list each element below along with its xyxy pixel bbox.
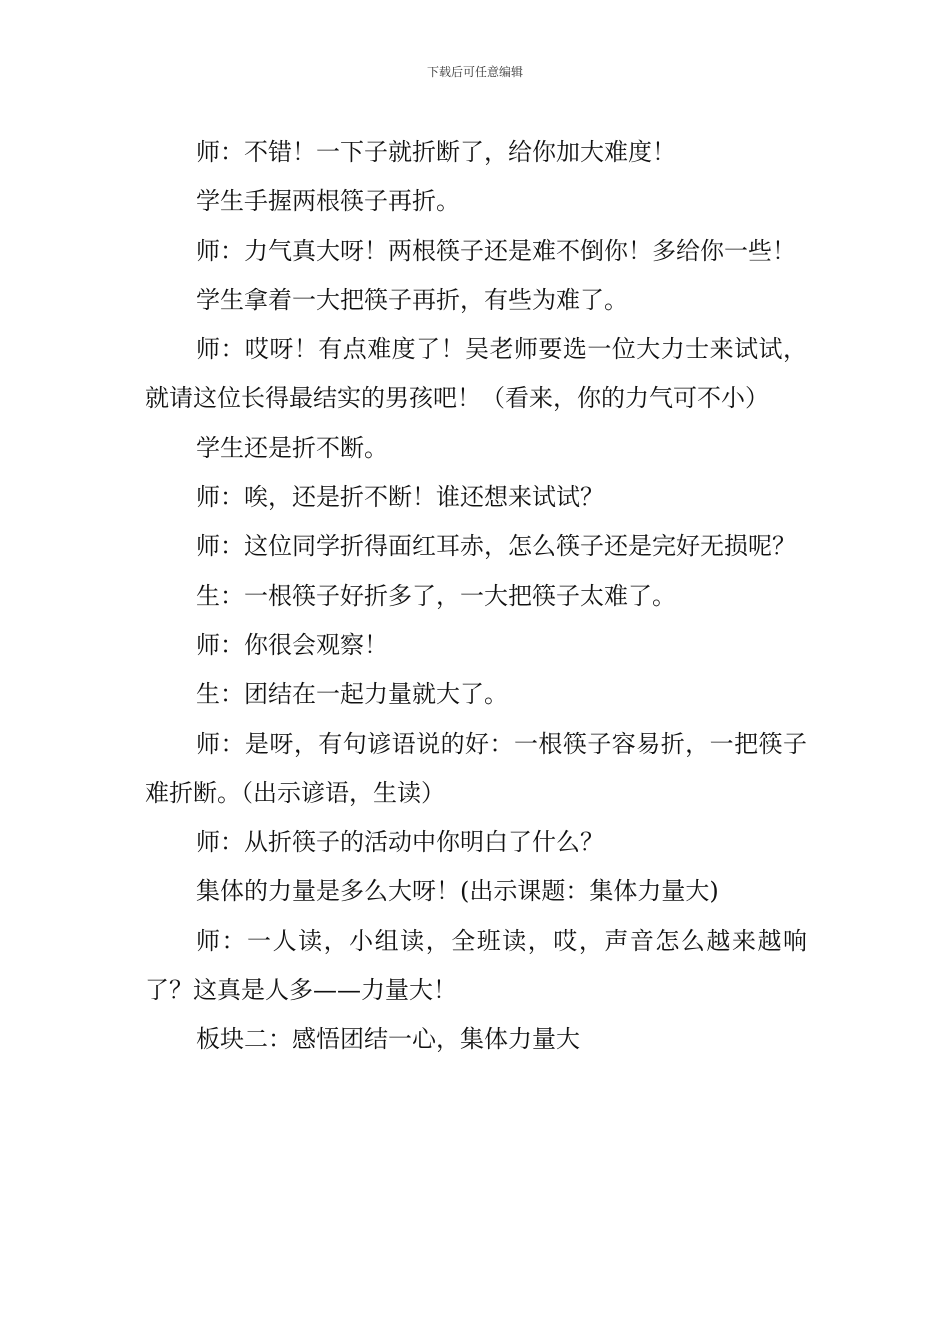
paragraph: 学生还是折不断。	[196, 433, 388, 462]
paragraph: 师：唉，还是折不断！谁还想来试试？	[196, 483, 604, 512]
paragraph: 师：一人读，小组读，全班读，哎，声音怎么越来越响了？这真是人多——力量大！	[145, 926, 807, 1005]
document-body	[145, 128, 807, 1065]
paragraph: 师：哎呀！有点难度了！吴老师要选一位大力士来试试，就请这位长得最结实的男孩吧！（看来，你的力气可不小）	[145, 335, 807, 413]
paragraph: 学生拿着一大把筷子再折，有些为难了。	[196, 285, 628, 314]
paragraph: 师：从折筷子的活动中你明白了什么？	[196, 828, 604, 857]
section-heading: 板块二：感悟团结一心，集体力量大	[196, 1025, 580, 1054]
paragraph: 师：这位同学折得面红耳赤，怎么筷子还是完好无损呢？	[196, 532, 796, 561]
paragraph: 学生手握两根筷子再折。	[196, 187, 460, 216]
paragraph: 生：团结在一起力量就大了。	[196, 680, 508, 709]
paragraph: 师：不错！一下子就折断了，给你加大难度！	[196, 138, 676, 166]
paragraph: 师：是呀，有句谚语说的好：一根筷子容易折，一把筷子难折断。（出示谚语，生读）	[145, 729, 807, 807]
page-header: 下载后可任意编辑	[426, 65, 523, 79]
paragraph: 师：你很会观察！	[196, 630, 388, 659]
paragraph: 生：一根筷子好折多了，一大把筷子太难了。	[196, 581, 676, 610]
paragraph: 集体的力量是多么大呀！(出示课题：集体力量大)	[196, 877, 719, 906]
paragraph: 师：力气真大呀！两根筷子还是难不倒你！多给你一些！	[196, 236, 796, 265]
